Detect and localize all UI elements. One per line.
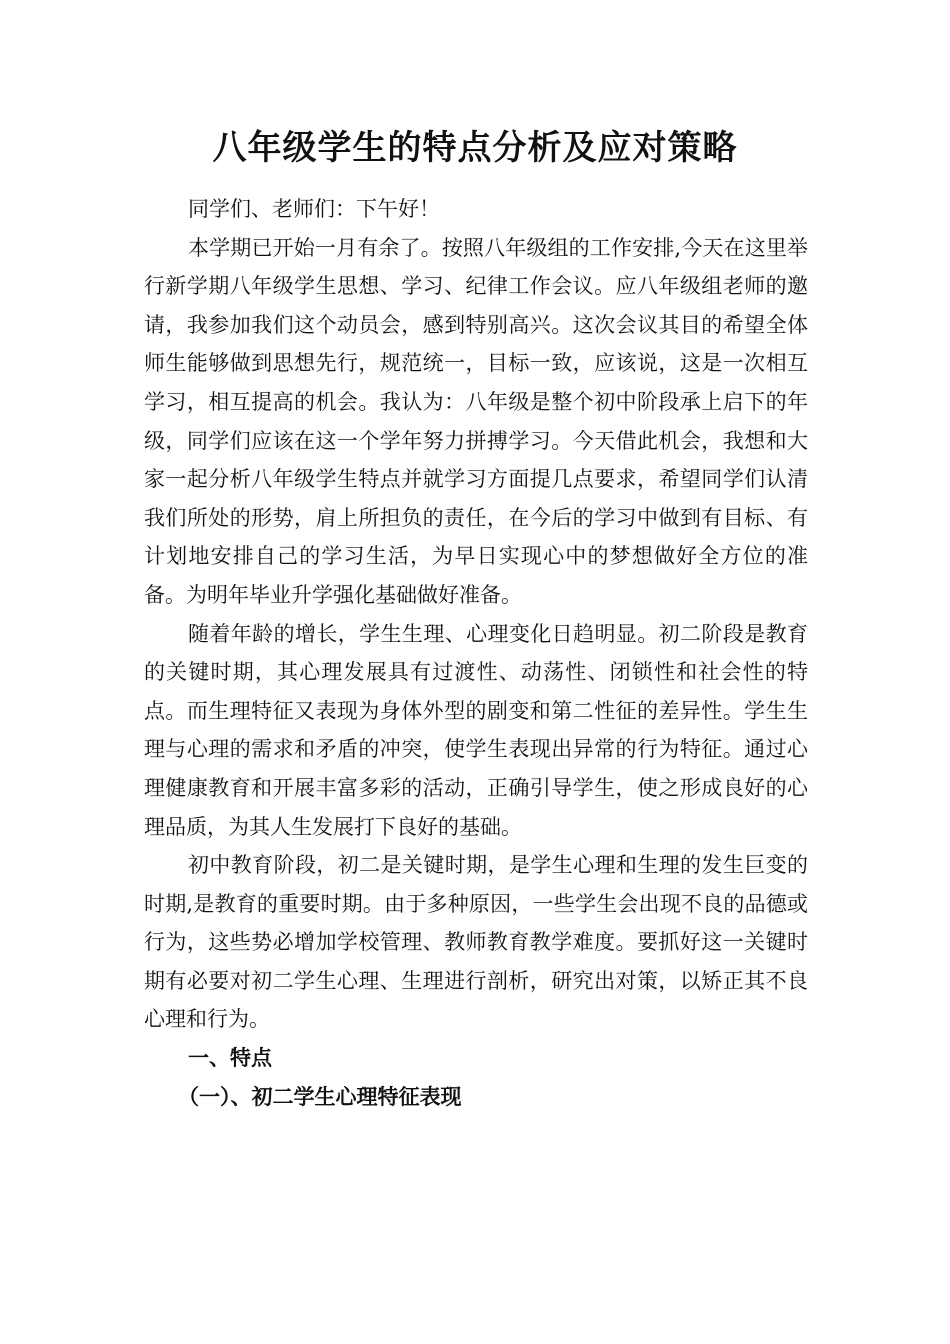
intro-paragraph: 本学期已开始一月有余了。按照八年级组的工作安排,今天在这里举行新学期八年级学生思想、学习、纪律工作会议。应八年级组老师的邀请，我参加我们这个动员会，感到特别高兴。这次会议其目的希望全体师生能够做到思想先行，规范统一，目标一致，应该说，这是一次相互学习，相互提高的机会。我认为：八年级是整个初中阶段承上启下的年级，同学们应该在这一个学年努力拼搏学习。今天借此机会，我想和大家一起分析八年级学生特点并就学习方面提几点要求，希望同学们认清我们所处的形势，肩上所担负的责任，在今后的学习中做到有目标、有计划地安排自己的学习生活，为早日实现心中的梦想做好全方位的准备。为明年毕业升学强化基础做好准备。 bbox=[144, 235, 808, 607]
key-period-paragraph: 初中教育阶段，初二是关键时期，是学生心理和生理的发生巨变的时期,是教育的重要时期。由于多种原因，一些学生会出现不良的品德或行为，这些势必增加学校管理、教师教育教学难度。要抓好这一关键时期有必要对初二学生心理、生理进行剖析，研究出对策，以矫正其不良心理和行为。 bbox=[144, 853, 808, 1032]
subsection-heading: （一）、初二学生心理特征表现 bbox=[178, 1084, 462, 1109]
document-body bbox=[144, 190, 808, 1116]
development-paragraph: 随着年龄的增长，学生生理、心理变化日趋明显。初二阶段是教育的关键时期，其心理发展具有过渡性、动荡性、闭锁性和社会性的特点。而生理特征又表现为身体外型的剧变和第二性征的差异性。学生生理与心理的需求和矛盾的冲突，使学生表现出异常的行为特征。通过心理健康教育和开展丰富多彩的活动，正确引导学生，使之形成良好的心理品质，为其人生发展打下良好的基础。 bbox=[144, 621, 808, 839]
document-title: 八年级学生的特点分析及应对策略 bbox=[212, 128, 738, 168]
greeting-paragraph: 同学们、老师们：下午好！ bbox=[188, 197, 440, 221]
section-heading: 一、特点 bbox=[188, 1046, 272, 1071]
